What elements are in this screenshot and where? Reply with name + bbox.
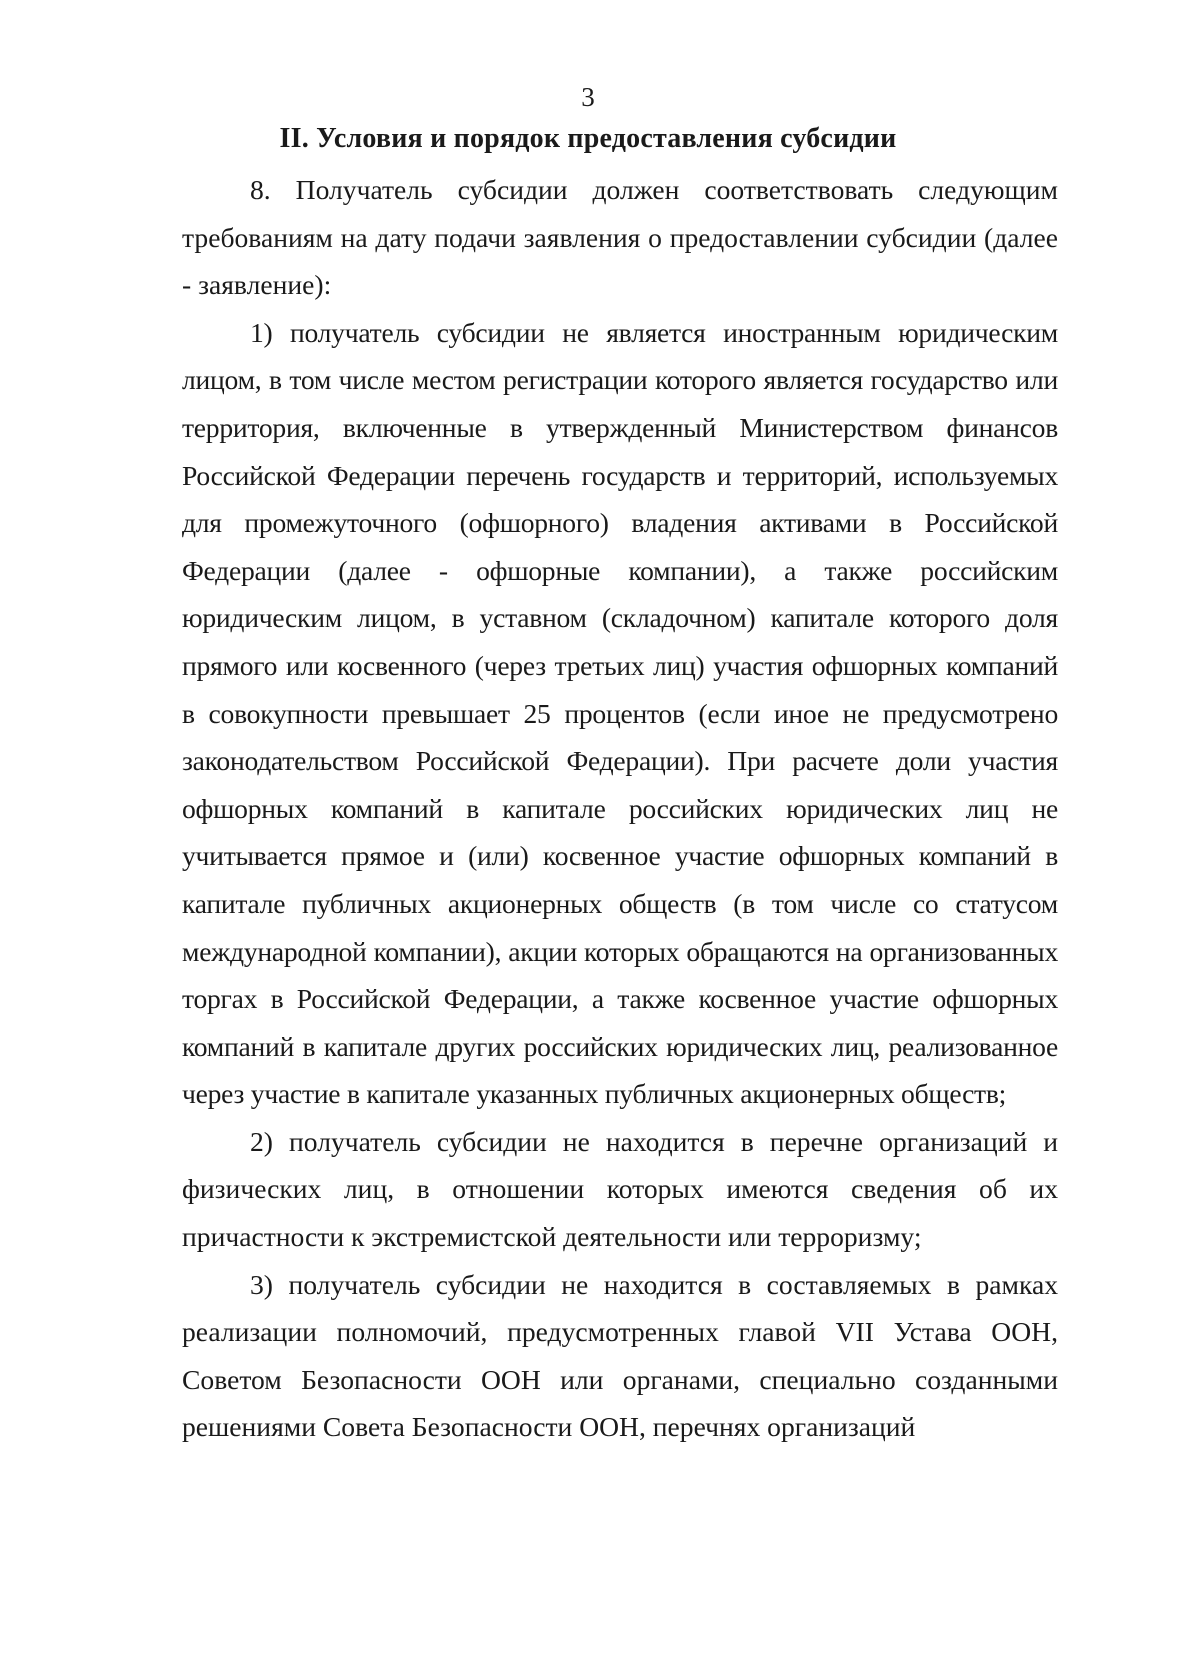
section-heading: II. Условия и порядок предоставления субсидии <box>279 123 897 154</box>
paragraph-subitem-3: 3) получатель субсидии не находится в составляемых в рамках реализации полномочий, предусмотренных главой VII Устава ООН, Советом Безопасности ООН или органами, специально созданными решениями Совета Безопасности ООН, перечнях организаций <box>182 1268 1058 1443</box>
document-body <box>182 166 1058 1451</box>
paragraph-subitem-1: 1) получатель субсидии не является иностранным юридическим лицом, в том числе местом регистрации которого является государство или территория, включенные в утвержденный Министерством финансов Российской Федерации перечень государств и территорий, используемых для промежуточного (офшорного) владения активами в Российской Федерации (далее - офшорные компании), а также российским юридическим лицом, в уставном (складочном) капитале которого доля прямого или косвенного (через третьих лиц) участия офшорных компаний в совокупности превышает 25 процентов (если иное не предусмотрено законодательством Российской Федерации). При расчете доли участия офшорных компаний в капитале российских юридических лиц не учитывается прямое и (или) косвенное участие офшорных компаний в капитале публичных акционерных обществ (в том числе со статусом международной компании), акции которых обращаются на организованных торгах в Российской Федерации, а также косвенное участие офшорных компаний в капитале других российских юридических лиц, реализованное через участие в капитале указанных публичных акционерных обществ; <box>182 316 1058 1110</box>
paragraph-item-8: 8. Получатель субсидии должен соответствовать следующим требованиям на дату подачи заявления о предоставлении субсидии (далее - заявление): <box>182 174 1058 301</box>
paragraph-subitem-2: 2) получатель субсидии не находится в перечне организаций и физических лиц, в отношении которых имеются сведения об их причастности к экстремистской деятельности или терроризму; <box>182 1125 1058 1253</box>
page-number: 3 <box>581 82 595 112</box>
